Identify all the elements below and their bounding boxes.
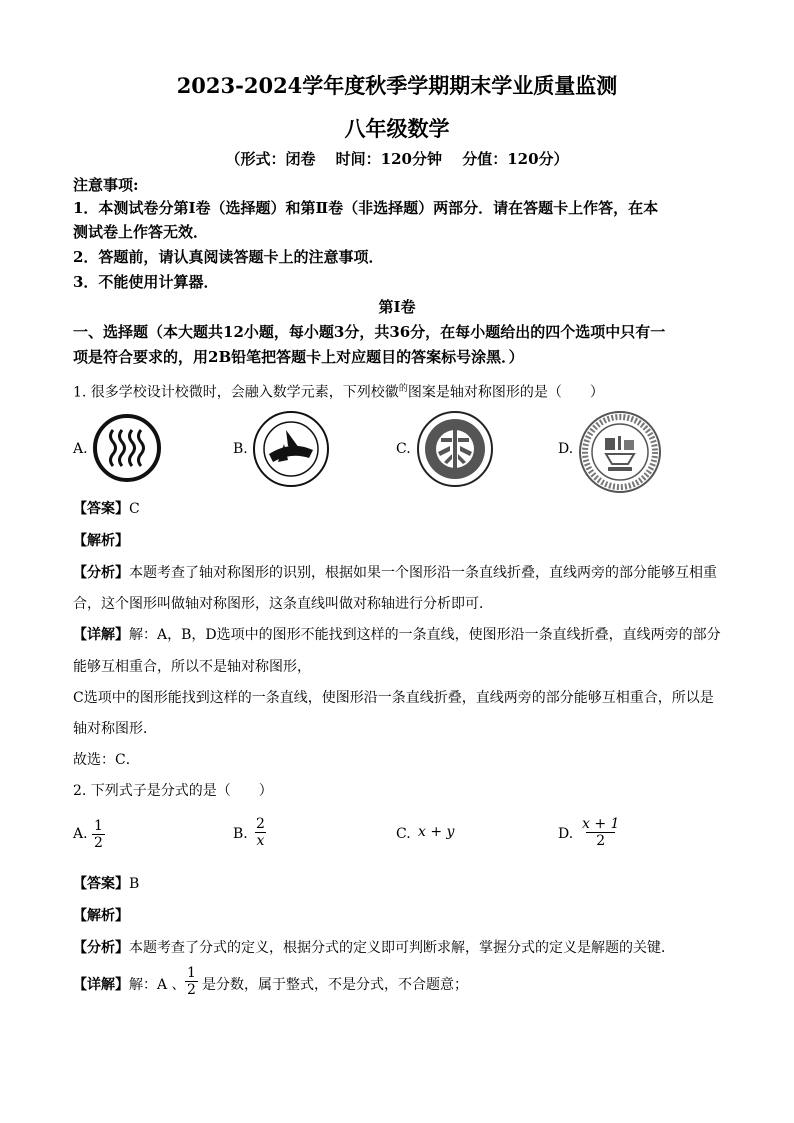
q2-option-b-label: B. (233, 826, 248, 842)
q1-fenxi-text: 本题考查了轴对称图形的识别，根据如果一个图形沿一条直线折叠，直线两旁的部分能够互相重 (129, 565, 717, 581)
q2-detail-denominator: 2 (187, 982, 196, 998)
q1-answer (73, 498, 140, 518)
q2-option-a-label: A. (73, 826, 88, 842)
q2-option-a-denominator: 2 (94, 835, 103, 851)
q1-detail-line-2: 能够互相重合，所以不是轴对称图形， (73, 659, 311, 675)
q1-stem-text: 1. 很多学校设计校微时，会融入数学元素，下列校徽 (73, 384, 399, 401)
q1-option-a-label: A. (73, 441, 88, 457)
exam-title: 2023-2024学年度秋季学期期末学业质量监测 (176, 73, 618, 98)
notice-heading: 注意事项: (73, 176, 139, 194)
q1-conclusion: 故选：C． (73, 752, 140, 768)
notice-item-2: 2．答题前，请认真阅读答题卡上的注意事项． (73, 248, 384, 266)
q2-option-d-label: D. (558, 826, 574, 842)
q1-fenxi-cont: 合，这个图形叫做轴对称图形，这条直线叫做对称轴进行分析即可． (73, 596, 493, 612)
q1-option-b-label: B. (233, 441, 248, 457)
q2-stem: 2. 下列式子是分式的是（ ） (73, 783, 273, 799)
q1-stem (73, 381, 604, 402)
q1-fenxi-tag: 【分析】 (73, 565, 129, 581)
q1-detail-line-3: C选项中的图形能找到这样的一条直线，使图形沿一条直线折叠，直线两旁的部分能够互相重合，所以是 (73, 690, 714, 706)
q2-detail-prefix: 解：A 、 (129, 977, 186, 993)
q2-fenxi (73, 937, 675, 957)
q2-option-b-denominator: x (256, 833, 265, 849)
section-heading-cont: 项是符合要求的，用2B铅笔把答题卡上对应题目的答案标号涂黑．） (73, 348, 524, 366)
q2-option-c-label: C. (396, 826, 411, 842)
peking-university-emblem-icon (416, 410, 494, 488)
q2-option-b-fraction (254, 816, 267, 849)
q1-answer-tag: 【答案】 (73, 501, 129, 517)
q2-fenxi-text: 本题考查了分式的定义，根据分式的定义即可判断求解，掌握分式的定义是解题的关键． (129, 940, 675, 956)
section-heading: 一、选择题（本大题共12小题，每小题3分，共36分，在每小题给出的四个选项中只有一 (73, 323, 666, 341)
q2-detail (73, 974, 186, 994)
q1-detail-text: 解：A，B，D选项中的图形不能找到这样的一条直线，使图形沿一条直线折叠，直线两旁的部分 (129, 627, 721, 643)
exam-subject: 八年级数学 (344, 116, 450, 141)
q1-fenxi (73, 562, 717, 582)
q1-option-d-label: D. (558, 441, 574, 457)
q1-stem-sup: 的 (398, 384, 408, 394)
q1-detail-line-4: 轴对称图形． (73, 721, 157, 737)
q2-option-c-expression: x + y (418, 824, 455, 840)
q2-analysis-tag: 【解析】 (73, 908, 129, 924)
q2-option-d-denominator: 2 (586, 832, 615, 849)
q1-answer-value: C (129, 501, 140, 517)
notice-item-1-cont: 测试卷上作答无效． (73, 223, 209, 241)
exam-format-line: （形式：闭卷 时间：120分钟 分值：120分） (225, 150, 569, 168)
q1-analysis-tag: 【解析】 (73, 533, 129, 549)
school-badge-emblem-icon (252, 410, 330, 488)
q1-stem-tail: 图案是轴对称图形的是（ ） (407, 384, 604, 401)
q2-answer (73, 873, 139, 893)
q2-option-d-numerator: x + 1 (582, 816, 620, 832)
q2-answer-value: B (129, 876, 140, 892)
heat-waves-emblem-icon (92, 413, 162, 483)
q1-option-c-label: C. (396, 441, 411, 457)
notice-item-3: 3．不能使用计算器． (73, 273, 219, 291)
q2-option-b-numerator: 2 (256, 816, 265, 832)
q2-detail-fraction (185, 965, 198, 998)
gear-emblem-icon (578, 410, 662, 494)
q2-option-a-numerator: 1 (94, 818, 103, 834)
q2-detail-tag: 【详解】 (73, 977, 129, 993)
notice-item-1: 1．本测试卷分第Ⅰ卷（选择题）和第Ⅱ卷（非选择题）两部分．请在答题卡上作答，在本 (73, 199, 659, 217)
q2-answer-tag: 【答案】 (73, 876, 129, 892)
q2-fenxi-tag: 【分析】 (73, 940, 129, 956)
q2-option-d-fraction (580, 816, 621, 849)
q2-option-a-fraction (92, 818, 105, 851)
q2-detail-numerator: 1 (187, 965, 196, 981)
q2-detail-suffix: 是分数，属于整式，不是分式，不合题意； (202, 977, 468, 993)
volume-heading: 第Ⅰ卷 (378, 298, 416, 316)
q1-detail (73, 624, 721, 644)
q1-detail-tag: 【详解】 (73, 627, 129, 643)
